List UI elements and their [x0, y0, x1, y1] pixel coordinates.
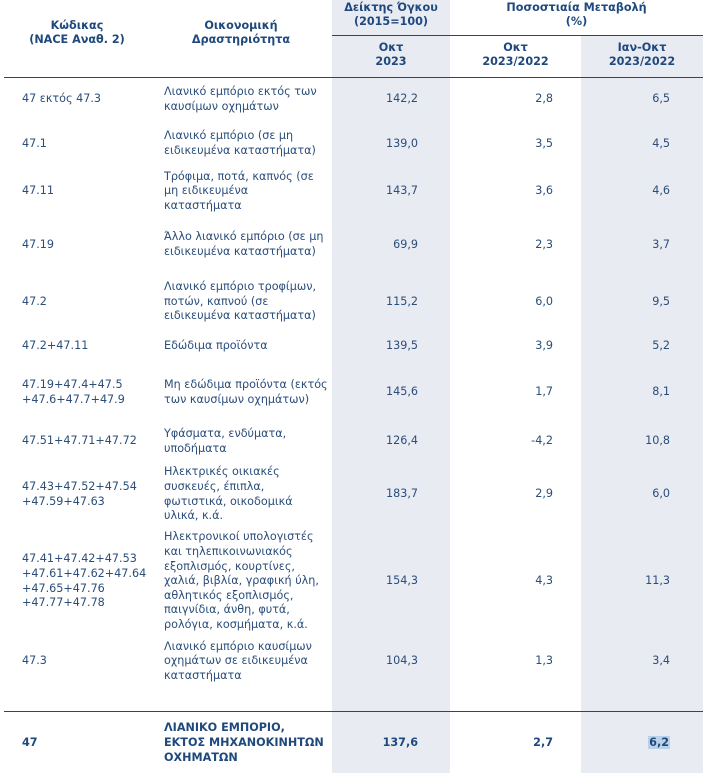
row-pct-ytd: 9,5 [581, 274, 703, 331]
row-pct-ytd: 4,6 [581, 167, 703, 217]
pct-change-column-header [450, 0, 703, 36]
table-row [4, 217, 703, 274]
row-pct-ytd: 11,3 [581, 529, 703, 635]
pct-header-subtitle: (%) [566, 15, 587, 28]
row-pct-ytd: 3,7 [581, 217, 703, 274]
row-code: 47.19 [4, 217, 150, 274]
retail-trade-index-table [4, 0, 703, 773]
row-pct-month: 3,5 [450, 122, 581, 167]
row-code: 47.2+47.11 [4, 331, 150, 363]
row-code: 47.11 [4, 167, 150, 217]
total-pct-ytd-cell [581, 711, 703, 773]
row-pct-month: 6,0 [450, 274, 581, 331]
table-row [4, 635, 703, 689]
table-row [4, 274, 703, 331]
index-header-title: Δείκτης Όγκου [344, 1, 438, 14]
spacer-cell [332, 689, 450, 712]
total-index-value: 137,6 [332, 711, 450, 773]
row-activity: Λιανικό εμπόριο καυσίμων οχημάτων σε ειδικευμένα καταστήματα [150, 635, 332, 689]
row-pct-ytd: 10,8 [581, 423, 703, 461]
row-activity: Λιανικό εμπόριο εκτός των καυσίμων οχημάτων [150, 78, 332, 122]
row-activity: Άλλο λιανικό εμπόριο (σε μη ειδικευμένα καταστήματα) [150, 217, 332, 274]
row-index-value: 69,9 [332, 217, 450, 274]
table-row [4, 529, 703, 635]
total-pct-ytd-highlighted[interactable]: 6,2 [648, 736, 670, 749]
spacer-cell [450, 689, 581, 712]
table-header [4, 0, 703, 78]
table-body [4, 78, 703, 773]
row-code: 47 εκτός 47.3 [4, 78, 150, 122]
row-code: 47.1 [4, 122, 150, 167]
row-pct-month: -4,2 [450, 423, 581, 461]
row-code [4, 529, 150, 635]
row-activity: Τρόφιμα, ποτά, καπνός (σε μη ειδικευμένα καταστήματα [150, 167, 332, 217]
row-index-value: 143,7 [332, 167, 450, 217]
row-activity: Ηλεκτρονικοί υπολογιστές και τηλεπικοινωνιακός εξοπλισμός, κουρτίνες, χαλιά, βιβλία, γραφική ύλη, αθλητικός εξοπλισμός, παιγνίδια, άνθη, φυτά, ρολόγια, κοσμήματα, κ.ά. [150, 529, 332, 635]
activity-header-title: Οικονομική [204, 19, 277, 32]
row-code-text: 47.19+47.4+47.5 +47.6+47.7+47.9 [22, 378, 125, 406]
spacer-cell [581, 689, 703, 712]
pct-ytd-header: Ιαν-Οκτ 2023/2022 [581, 36, 703, 78]
total-code: 47 [4, 711, 150, 773]
row-code-text: 47.41+47.42+47.53 +47.61+47.62+47.64 +47.65+47.76 +47.77+47.78 [22, 552, 146, 609]
row-code [4, 363, 150, 423]
row-activity: Λιανικό εμπόριο τροφίμων, ποτών, καπνού (σε ειδικευμένα καταστήματα) [150, 274, 332, 331]
pct-header-title: Ποσοστιαία Μεταβολή [506, 1, 646, 14]
spacer-cell [150, 689, 332, 712]
table-row [4, 423, 703, 461]
row-pct-ytd: 3,4 [581, 635, 703, 689]
row-pct-ytd: 6,0 [581, 461, 703, 529]
row-index-value: 126,4 [332, 423, 450, 461]
code-column-header [4, 0, 150, 78]
total-activity: ΛΙΑΝΙΚΟ ΕΜΠΟΡΙΟ, ΕΚΤΟΣ ΜΗΧΑΝΟΚΙΝΗΤΩΝ ΟΧΗΜΑΤΩΝ [150, 711, 332, 773]
row-activity: Λιανικό εμπόριο (σε μη ειδικευμένα καταστήματα) [150, 122, 332, 167]
index-column-header [332, 0, 450, 36]
row-activity: Ηλεκτρικές οικιακές συσκευές, έπιπλα, φωτιστικά, οικοδομικά υλικά, κ.ά. [150, 461, 332, 529]
table-spacer-row [4, 689, 703, 712]
row-code [4, 461, 150, 529]
row-pct-month: 1,7 [450, 363, 581, 423]
row-pct-month: 2,3 [450, 217, 581, 274]
index-header-subtitle: (2015=100) [354, 15, 428, 28]
table-row [4, 461, 703, 529]
row-pct-month: 2,9 [450, 461, 581, 529]
row-pct-month: 3,9 [450, 331, 581, 363]
row-code: 47.51+47.71+47.72 [4, 423, 150, 461]
row-index-value: 142,2 [332, 78, 450, 122]
row-index-value: 115,2 [332, 274, 450, 331]
total-pct-month: 2,7 [450, 711, 581, 773]
code-header-subtitle: (NACE Αναθ. 2) [29, 33, 125, 46]
row-pct-ytd: 6,5 [581, 78, 703, 122]
row-pct-ytd: 4,5 [581, 122, 703, 167]
row-pct-ytd: 8,1 [581, 363, 703, 423]
activity-header-subtitle: Δραστηριότητα [192, 33, 290, 46]
table-row [4, 167, 703, 217]
row-pct-month: 4,3 [450, 529, 581, 635]
row-activity: Υφάσματα, ενδύματα, υποδήματα [150, 423, 332, 461]
row-index-value: 154,3 [332, 529, 450, 635]
spacer-cell [4, 689, 150, 712]
row-index-value: 145,6 [332, 363, 450, 423]
row-code-text: 47.43+47.52+47.54 +47.59+47.63 [22, 480, 137, 508]
row-code: 47.2 [4, 274, 150, 331]
table-row [4, 331, 703, 363]
total-row [4, 711, 703, 773]
table-row [4, 363, 703, 423]
activity-column-header [150, 0, 332, 78]
row-pct-month: 2,8 [450, 78, 581, 122]
row-pct-month: 3,6 [450, 167, 581, 217]
row-activity: Μη εδώδιμα προϊόντα (εκτός των καυσίμων οχημάτων) [150, 363, 332, 423]
row-activity: Εδώδιμα προϊόντα [150, 331, 332, 363]
row-index-value: 139,5 [332, 331, 450, 363]
pct-month-header: Οκτ 2023/2022 [450, 36, 581, 78]
table-row [4, 78, 703, 122]
table-row [4, 122, 703, 167]
row-index-value: 139,0 [332, 122, 450, 167]
row-pct-month: 1,3 [450, 635, 581, 689]
row-pct-ytd: 5,2 [581, 331, 703, 363]
row-index-value: 104,3 [332, 635, 450, 689]
index-period-header: Οκτ 2023 [332, 36, 450, 78]
row-index-value: 183,7 [332, 461, 450, 529]
code-header-title: Κώδικας [51, 19, 104, 32]
row-code: 47.3 [4, 635, 150, 689]
